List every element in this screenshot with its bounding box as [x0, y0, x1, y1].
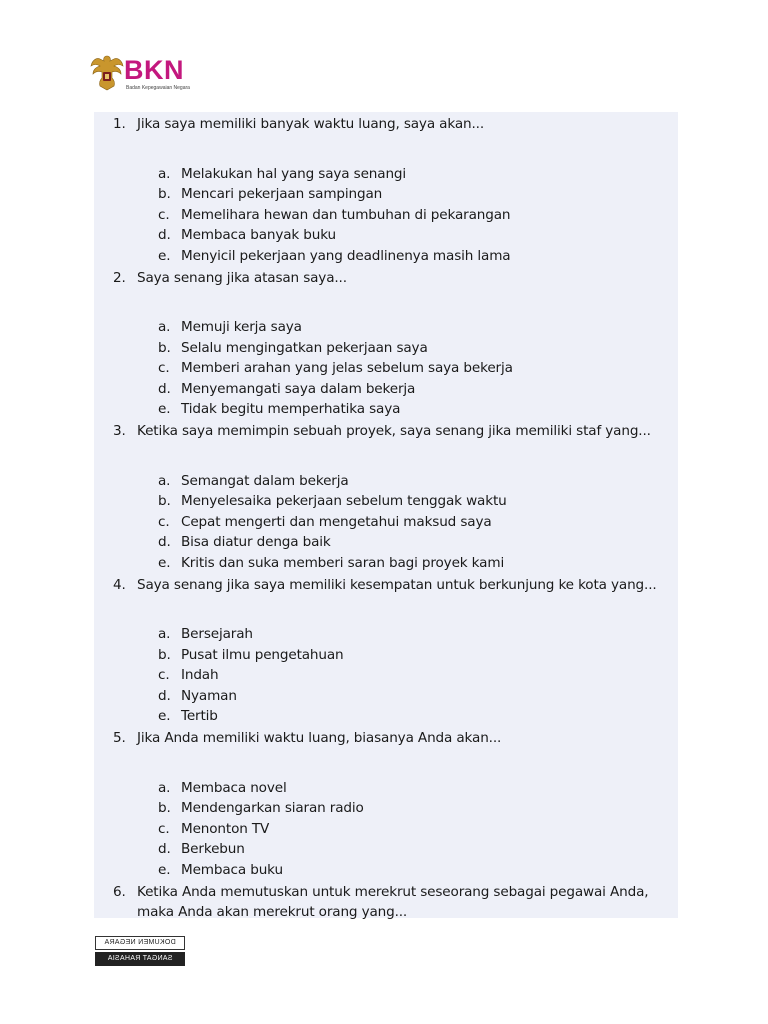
option-letter: d.	[158, 534, 171, 550]
stamp-sangat-rahasia: SANGAT RAHASIA	[95, 952, 185, 966]
question-number: 6.	[113, 883, 126, 900]
option-letter: a.	[158, 165, 171, 182]
option-letter: d.	[158, 227, 171, 243]
question-line: Saya senang jika atasan saya...	[137, 269, 347, 286]
logo-wordmark: BKN	[124, 55, 184, 85]
option-letter: b.	[158, 339, 171, 356]
option-text: Indah	[181, 667, 219, 683]
option-text: Menyelesaika pekerjaan sebelum tenggak waktu	[181, 493, 507, 509]
option-letter: c.	[158, 513, 170, 530]
option-text: Berkebun	[181, 841, 245, 857]
option-letter: e.	[158, 861, 171, 878]
option-text: Bisa diatur denga baik	[181, 534, 331, 550]
option-letter: c.	[158, 667, 170, 683]
option-text: Memberi arahan yang jelas sebelum saya bekerja	[181, 360, 513, 376]
question-line: Ketika saya memimpin sebuah proyek, saya senang jika memiliki staf yang...	[137, 423, 651, 439]
option-text: Bersejarah	[181, 626, 253, 642]
question-number: 4.	[113, 576, 126, 593]
option-text: Nyaman	[181, 687, 237, 704]
option-letter: b.	[158, 493, 171, 509]
option-letter: c.	[158, 206, 170, 223]
option-text: Memelihara hewan dan tumbuhan di pekarangan	[181, 206, 511, 223]
option-letter: b.	[158, 186, 171, 202]
question-line: maka Anda akan merekrut orang yang...	[137, 904, 408, 920]
option-letter: d.	[158, 380, 171, 397]
option-text: Melakukan hal yang saya senangi	[181, 165, 407, 182]
option-letter: c.	[158, 820, 170, 837]
option-text: Mendengarkan siaran radio	[181, 800, 364, 816]
option-text: Kritis dan suka memberi saran bagi proyek kami	[181, 554, 505, 571]
option-text: Memuji kerja saya	[181, 319, 302, 335]
option-letter: e.	[158, 401, 171, 417]
option-letter: a.	[158, 319, 171, 335]
option-text: Pusat ilmu pengetahuan	[181, 646, 344, 663]
stamp-dokumen-negara: DOKUMEN NEGARA	[95, 936, 185, 950]
option-text: Tertib	[181, 708, 218, 724]
question-number: 3.	[113, 423, 126, 439]
option-text: Selalu mengingatkan pekerjaan saya	[181, 339, 428, 356]
option-text: Semangat dalam bekerja	[181, 472, 349, 489]
question-line: Ketika Anda memutuskan untuk merekrut seseorang sebagai pegawai Anda,	[137, 883, 649, 900]
option-text: Menyicil pekerjaan yang deadlinenya masih lama	[181, 247, 511, 264]
question-number: 2.	[113, 269, 126, 286]
option-text: Membaca novel	[181, 779, 287, 796]
option-text: Menyemangati saya dalam bekerja	[181, 380, 416, 397]
question-number: 5.	[113, 730, 126, 746]
question-line: Saya senang jika saya memiliki kesempatan untuk berkunjung ke kota yang...	[137, 576, 657, 593]
question-line: Jika Anda memiliki waktu luang, biasanya Anda akan...	[137, 730, 502, 746]
option-text: Mencari pekerjaan sampingan	[181, 186, 383, 202]
option-letter: e.	[158, 247, 171, 264]
option-letter: d.	[158, 841, 171, 857]
option-text: Cepat mengerti dan mengetahui maksud saya	[181, 513, 492, 530]
logo-subtitle: Badan Kepegawaian Negara	[126, 85, 190, 91]
option-letter: a.	[158, 472, 171, 489]
option-letter: e.	[158, 554, 171, 571]
classification-stamps	[95, 936, 185, 966]
option-text: Membaca buku	[181, 861, 283, 878]
option-text: Membaca banyak buku	[181, 227, 337, 243]
option-letter: a.	[158, 626, 171, 642]
option-letter: b.	[158, 646, 171, 663]
option-letter: b.	[158, 800, 171, 816]
option-letter: a.	[158, 779, 171, 796]
option-letter: d.	[158, 687, 171, 704]
option-letter: c.	[158, 360, 170, 376]
option-text: Menonton TV	[181, 820, 270, 837]
question-number: 1.	[113, 116, 126, 132]
option-letter: e.	[158, 708, 171, 724]
option-text: Tidak begitu memperhatika saya	[181, 401, 401, 417]
question-line: Jika saya memiliki banyak waktu luang, saya akan...	[137, 116, 484, 132]
